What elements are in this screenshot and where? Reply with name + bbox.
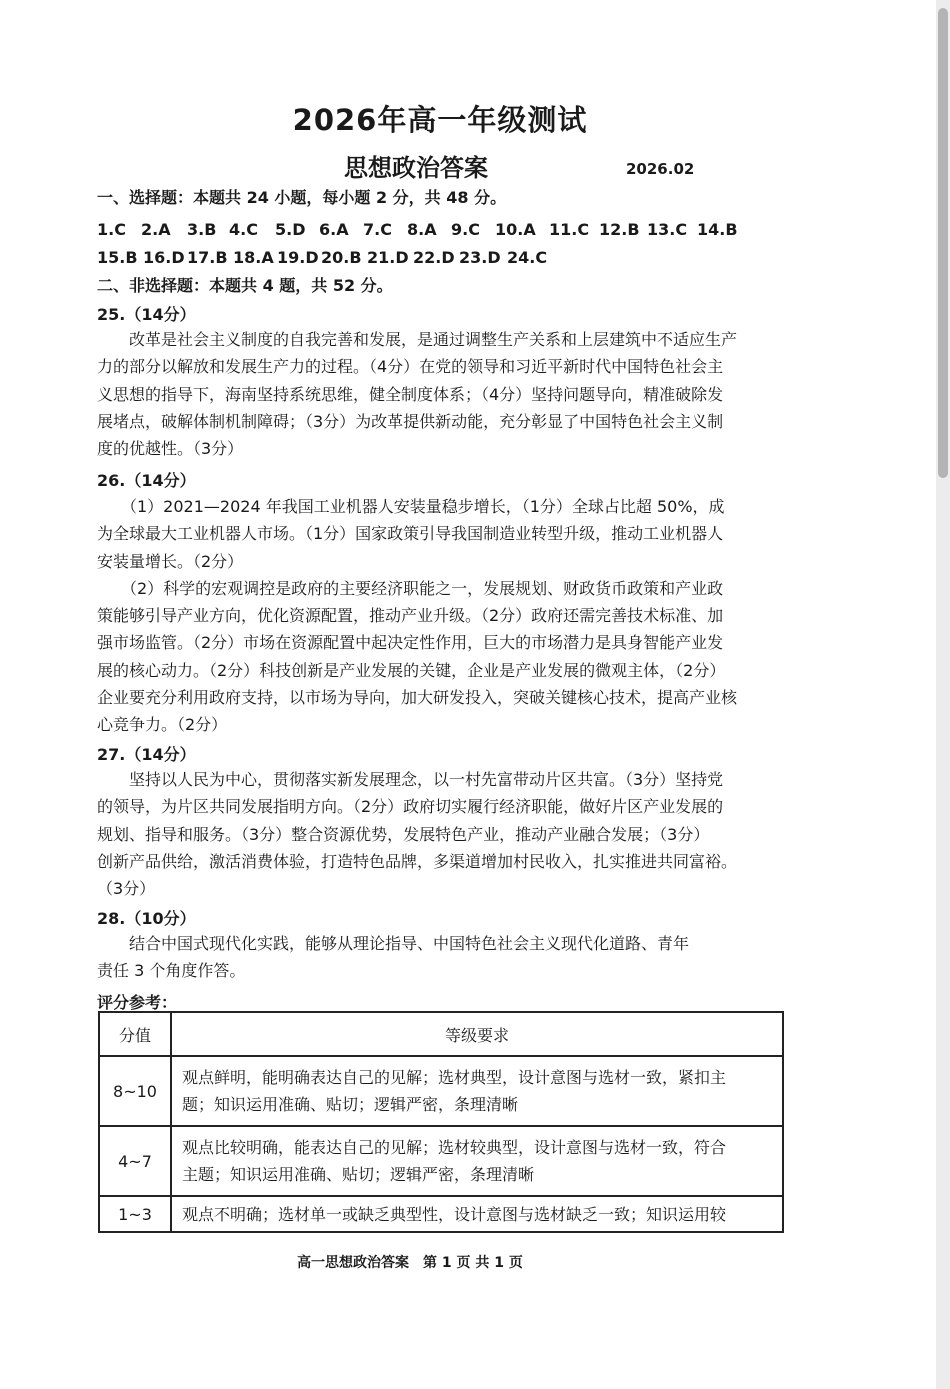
q25-heading: 25.（14分） [97, 305, 196, 324]
choice-answer: 2.A [141, 220, 171, 239]
q25-line: 度的优越性。（3分） [97, 439, 244, 459]
choice-answer: 6.A [319, 220, 349, 239]
score-range: 4~7 [99, 1126, 171, 1196]
choice-answer: 24.C [507, 248, 548, 267]
requirement-text [171, 1196, 783, 1232]
vertical-scrollbar[interactable] [936, 0, 950, 1389]
q26-line: 企业要充分利用政府支持，以市场为导向，加大研发投入，突破关键核心技术，提高产业核 [97, 688, 738, 708]
requirement-column-header: 等级要求 [171, 1012, 783, 1056]
grading-row [99, 1196, 783, 1232]
q26-line: （1）2021—2024 年我国工业机器人安装量稳步增长，（1分）全球占比超 50%，成 [97, 497, 725, 516]
grading-row [99, 1126, 783, 1196]
choice-answer: 1.C [97, 220, 126, 239]
choice-answer: 9.C [451, 220, 480, 239]
q28-line: 责任 3 个角度作答。 [97, 961, 246, 981]
choice-answer: 23.D [459, 248, 501, 267]
choice-answer: 18.A [233, 248, 274, 267]
q26-line: （2）科学的宏观调控是政府的主要经济职能之一，发展规划、财政货币政策和产业政 [97, 578, 724, 598]
q27-heading: 27.（14分） [97, 745, 196, 764]
q27-line: 的领导，为片区共同发展指明方向。（2分）政府切实履行经济职能，做好片区产业发展的 [97, 797, 724, 817]
q25-answer [97, 326, 787, 462]
choice-answer: 10.A [495, 220, 536, 239]
requirement-line: 主题；知识运用准确、贴切；逻辑严密，条理清晰 [182, 1165, 535, 1184]
score-range: 1~3 [99, 1196, 171, 1232]
choice-answer: 15.B [97, 248, 138, 267]
page-title: 2026年高一年级测试 [292, 103, 588, 137]
q25-line: 力的部分以解放和发展生产力的过程。（4分）在党的领导和习近平新时代中国特色社会主 [97, 357, 724, 377]
choice-answer: 13.C [647, 220, 688, 239]
choice-answer: 11.C [549, 220, 590, 239]
q27-answer [97, 766, 787, 902]
q26-line: 策能够引导产业方向，优化资源配置，推动产业升级。（2分）政府还需完善技术标准、加 [97, 606, 724, 626]
choice-answer: 17.B [187, 248, 228, 267]
grading-row [99, 1056, 783, 1126]
q28-answer [97, 930, 787, 985]
choice-answer: 8.A [407, 220, 437, 239]
exam-date: 2026.02 [626, 160, 695, 178]
q25-line: 展堵点，破解体制机制障碍；（3分）为改革提供新动能，充分彰显了中国特色社会主义制 [97, 411, 724, 431]
choice-answer: 16.D [143, 248, 185, 267]
page-subtitle: 思想政治答案 [344, 154, 488, 182]
requirement-line: 观点不明确；选材单一或缺乏典型性，设计意图与选材缺乏一致；知识运用较 [182, 1204, 727, 1224]
scrollbar-thumb[interactable] [938, 8, 948, 478]
grading-table [98, 1011, 784, 1233]
choice-answer: 5.D [275, 220, 306, 239]
choice-answer: 20.B [321, 248, 362, 267]
requirement-text [171, 1126, 783, 1196]
choice-answer: 22.D [413, 248, 455, 267]
q25-line: 义思想的指导下，海南坚持系统思维，健全制度体系；（4分）坚持问题导向，精准破除发 [97, 384, 724, 404]
choice-answer: 3.B [187, 220, 217, 239]
q28-heading: 28.（10分） [97, 909, 196, 928]
requirement-line: 观点鲜明，能明确表达自己的见解；选材典型，设计意图与选材一致，紧扣主 [182, 1068, 727, 1087]
section-1-heading: 一、选择题：本题共 24 小题，每小题 2 分，共 48 分。 [97, 188, 507, 207]
choice-answer: 19.D [277, 248, 319, 267]
q26-line: 强市场监管。（2分）市场在资源配置中起决定性作用，巨大的市场潜力是具身智能产业发 [97, 633, 724, 653]
q27-line: 规划、指导和服务。（3分）整合资源优势，发展特色产业，推动产业融合发展；（3分） [97, 824, 710, 844]
q26-line: 心竞争力。（2分） [97, 715, 228, 735]
q27-line: 创新产品供给，激活消费体验，打造特色品牌，多渠道增加村民收入，扎实推进共同富裕。 [97, 851, 738, 871]
section-2-heading: 二、非选择题：本题共 4 题，共 52 分。 [97, 276, 393, 295]
choice-answer: 21.D [367, 248, 409, 267]
requirement-line: 观点比较明确，能表达自己的见解；选材较典型，设计意图与选材一致，符合 [182, 1138, 727, 1157]
choice-answer: 14.B [697, 220, 738, 239]
q25-line: 改革是社会主义制度的自我完善和发展，是通过调整生产关系和上层建筑中不适应生产 [97, 330, 738, 349]
q26-answer [97, 493, 787, 739]
q26-line: 为全球最大工业机器人市场。（1分）国家政策引导我国制造业转型升级，推动工业机器人 [97, 524, 724, 544]
choice-answer: 4.C [229, 220, 258, 239]
page-footer: 高一思想政治答案 第 1 页 共 1 页 [297, 1255, 523, 1271]
q27-line: 坚持以人民为中心，贯彻落实新发展理念，以一村先富带动片区共富。（3分）坚持党 [97, 770, 724, 789]
grading-header-row [99, 1012, 783, 1056]
q26-heading: 26.（14分） [97, 471, 196, 490]
q27-line: （3分） [97, 879, 156, 899]
requirement-line: 题；知识运用准确、贴切；逻辑严密，条理清晰 [182, 1095, 519, 1114]
q26-line: 安装量增长。（2分） [97, 551, 244, 571]
grading-label: 评分参考： [97, 993, 178, 1012]
choice-answer: 7.C [363, 220, 392, 239]
score-column-header: 分值 [99, 1012, 171, 1056]
requirement-text [171, 1056, 783, 1126]
score-range: 8~10 [99, 1056, 171, 1126]
q28-line: 结合中国式现代化实践，能够从理论指导、中国特色社会主义现代化道路、青年 [97, 934, 690, 953]
choice-answer: 12.B [599, 220, 640, 239]
q26-line: 展的核心动力。（2分）科技创新是产业发展的关键，企业是产业发展的微观主体，（2分） [97, 660, 726, 680]
